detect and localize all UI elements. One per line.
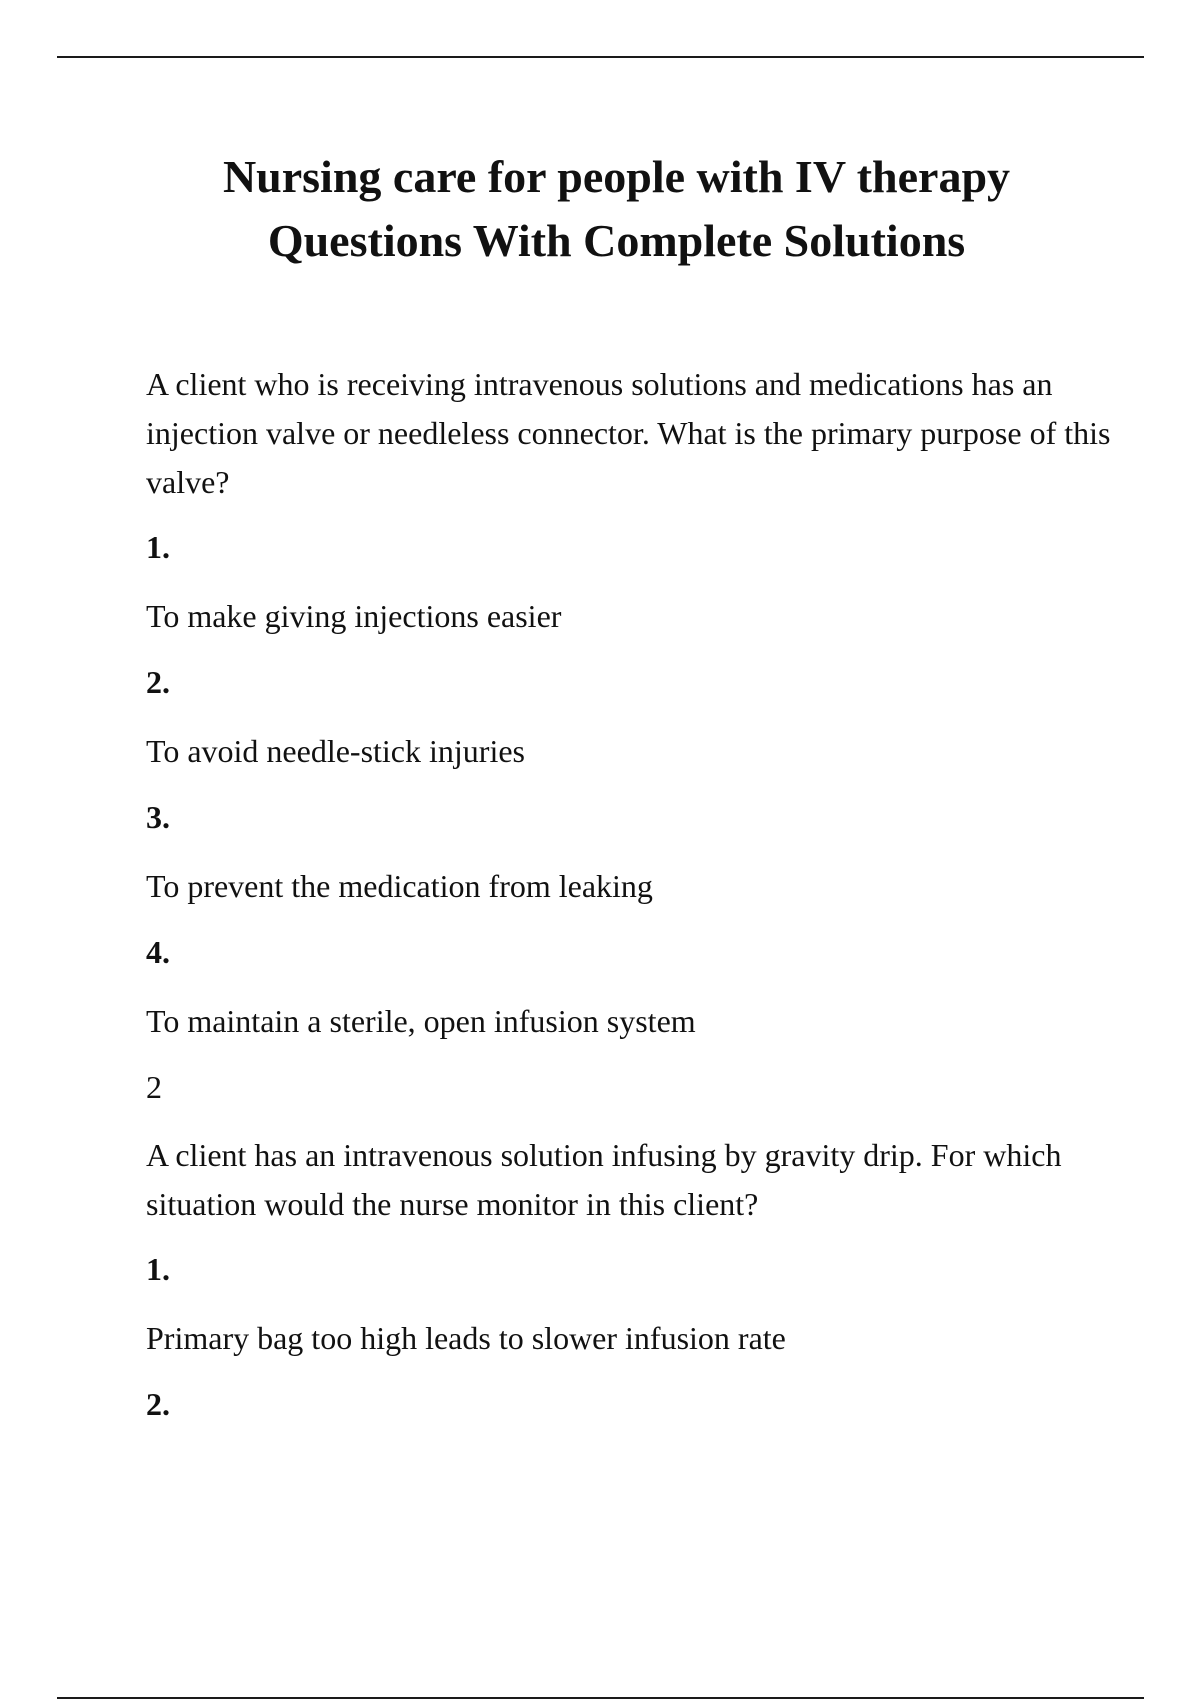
- option-number: 2.: [146, 664, 170, 700]
- option-text: To avoid needle-stick injuries: [146, 733, 525, 769]
- option-text: To make giving injections easier: [146, 598, 562, 634]
- question-text: A client has an intravenous solution infusing by gravity drip. For which situation would the nurse monitor in this client?: [146, 1137, 1062, 1222]
- answer-value: 2: [146, 1069, 162, 1105]
- header-rule: [57, 56, 1144, 58]
- option-text: To prevent the medication from leaking: [146, 868, 653, 904]
- option-text: Primary bag too high leads to slower infusion rate: [146, 1320, 786, 1356]
- title-line-2: Questions With Complete Solutions: [267, 215, 966, 266]
- option-number: 1.: [146, 529, 170, 565]
- footer-rule: [57, 1697, 1144, 1699]
- option-number: 1.: [146, 1251, 170, 1287]
- question-text: A client who is receiving intravenous solutions and medications has an injection valve or needleless connector. What is the primary purpose of this valve?: [146, 366, 1111, 500]
- document-title: [0, 145, 1200, 273]
- title-line-1: Nursing care for people with IV therapy: [222, 151, 1011, 202]
- option-number: 3.: [146, 799, 170, 835]
- option-number: 4.: [146, 934, 170, 970]
- option-number: 2.: [146, 1386, 170, 1422]
- question-list: [146, 360, 1146, 1449]
- option-text: To maintain a sterile, open infusion system: [146, 1003, 696, 1039]
